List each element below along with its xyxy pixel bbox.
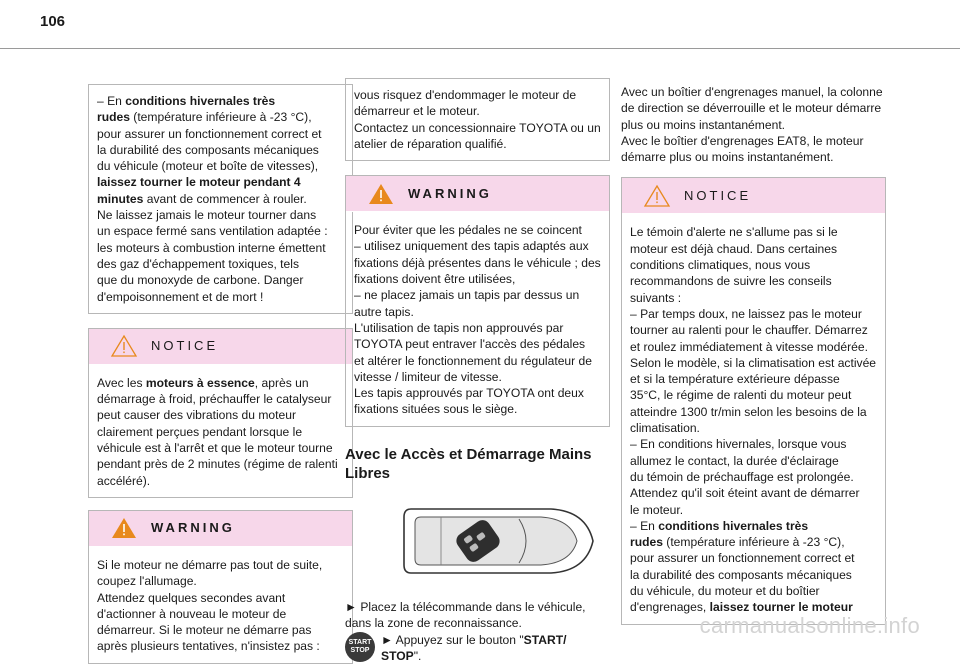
text-line: d'engrenages, laissez tourner le moteur bbox=[630, 600, 853, 615]
header-rule bbox=[0, 48, 960, 49]
text-line: le moteur. bbox=[630, 502, 684, 517]
text-line: des gaz d'échappement toxiques, tels bbox=[97, 256, 299, 271]
text-line: laissez tourner le moteur pendant 4 bbox=[97, 175, 301, 190]
warning-title: WARNING bbox=[151, 520, 235, 536]
text-line: du véhicule (moteur et boîte de vitesses), bbox=[97, 159, 319, 174]
text-line: accéléré). bbox=[97, 473, 151, 488]
text-line: Avec les moteurs à essence, après un bbox=[97, 375, 309, 390]
text-line: pendant près de 2 minutes (régime de ralenti bbox=[97, 457, 338, 472]
notice-header bbox=[89, 329, 352, 365]
text-line: allumez le contact, la durée d'éclairage bbox=[630, 453, 839, 468]
text-line: – En conditions hivernales très bbox=[97, 94, 276, 108]
page-number: 106 bbox=[40, 13, 66, 30]
start-stop-button-icon: START STOP bbox=[345, 632, 375, 662]
notice-triangle-icon bbox=[111, 335, 137, 357]
text-line: autre tapis. bbox=[354, 304, 414, 319]
notice-text bbox=[89, 365, 352, 497]
text-line: Ne laissez jamais le moteur tourner dans bbox=[97, 208, 317, 223]
winter-conditions-box bbox=[88, 84, 353, 314]
text-line: atteindre 1300 tr/min selon les besoins de la bbox=[630, 404, 867, 419]
text-line: démarrage à froid, préchauffer le catalyseur bbox=[97, 392, 332, 407]
column-1 bbox=[88, 84, 353, 664]
text-line: – ne placez jamais un tapis par dessus un bbox=[354, 288, 580, 303]
column-2 bbox=[345, 78, 610, 664]
watermark: carmanualsonline.info bbox=[699, 613, 920, 638]
text-line: plus ou moins instantanément. bbox=[621, 117, 786, 132]
text-line: Contactez un concessionnaire TOYOTA ou un bbox=[354, 120, 601, 135]
text-line: moteur est déjà chaud. Dans certaines bbox=[630, 241, 838, 256]
text-line: du témoin de préchauffage est prolongée. bbox=[630, 469, 854, 484]
warning-text bbox=[89, 547, 352, 663]
text-line: d'empoisonnement et de mort ! bbox=[97, 289, 264, 304]
text-line: Attendez quelques secondes avant bbox=[97, 590, 286, 605]
text-line: Avec un boîtier d'engrenages manuel, la colonne bbox=[621, 85, 883, 99]
gearbox-intro-text bbox=[621, 84, 886, 165]
text-line: d'actionner à nouveau le moteur de bbox=[97, 606, 287, 621]
text-line: L'utilisation de tapis non approuvés par bbox=[354, 320, 564, 335]
text-line: suivants : bbox=[630, 290, 682, 305]
text-line: – Par temps doux, ne laissez pas le moteur bbox=[630, 306, 862, 321]
notice-box-2 bbox=[621, 177, 886, 624]
text-line: la durabilité des composants mécaniques bbox=[97, 142, 319, 157]
text-line: et roulez immédiatement à vitesse modérée. bbox=[630, 339, 868, 354]
text-line: Si le moteur ne démarre pas tout de suite, bbox=[97, 557, 323, 572]
text-line: que du monoxyde de carbone. Danger bbox=[97, 273, 304, 288]
winter-conditions-text bbox=[97, 93, 344, 305]
text-line: recommandons de suivre les conseils bbox=[630, 274, 832, 289]
text-line: Le témoin d'alerte ne s'allume pas si le bbox=[630, 225, 838, 240]
text-line: la durabilité des composants mécaniques bbox=[630, 567, 852, 582]
text-line: les moteurs à combustion interne émettent bbox=[97, 240, 326, 255]
text-line: Attendez qu'il soit éteint avant de démarrer bbox=[630, 486, 860, 501]
text-line: de direction se déverrouille et le moteur démarre bbox=[621, 101, 882, 116]
text-line: fixations situées sous le siège. bbox=[354, 402, 518, 417]
text-line: fixations déjà présentes dans le véhicule ; des bbox=[354, 255, 601, 270]
text-line: rudes (température inférieure à -23 °C), bbox=[630, 535, 845, 550]
text-line: vous risquez d'endommager le moteur de bbox=[354, 88, 577, 102]
text-line: – En conditions hivernales très bbox=[630, 518, 809, 533]
text-line: pour assurer un fonctionnement correct et bbox=[630, 551, 855, 566]
text-line: véhicule est à l'arrêt et que le moteur tourne bbox=[97, 441, 333, 456]
text-line: du véhicule, du moteur et du boîtier bbox=[630, 584, 820, 599]
text-line: – En conditions hivernales, lorsque vous bbox=[630, 437, 847, 452]
section-title: Avec le Accès et Démarrage Mains Libres bbox=[345, 445, 592, 482]
text-line: démarre plus ou moins instantanément. bbox=[621, 150, 834, 165]
notice-text bbox=[622, 214, 885, 623]
text-line: 35°C, le régime de ralenti du moteur peut bbox=[630, 388, 852, 403]
text-line: Pour éviter que les pédales ne se coincent bbox=[354, 223, 582, 238]
text-line: démarreur. Si le moteur ne démarre pas bbox=[97, 623, 312, 638]
warning-triangle-icon bbox=[111, 517, 137, 539]
notice-box-1 bbox=[88, 328, 353, 498]
text-line: vitesse / limiteur de vitesse. bbox=[354, 369, 502, 384]
step-place-key: ► Placez la télécommande dans le véhicule, dans la zone de reconnaissance. bbox=[345, 600, 586, 631]
text-line: et si la température extérieure dépasse bbox=[630, 372, 840, 387]
text-line: fixations doivent être utilisées, bbox=[354, 272, 516, 287]
text-line: Avec le boîtier d'engrenages EAT8, le moteur bbox=[621, 133, 864, 148]
text-line: TOYOTA peut entraver l'accès des pédales bbox=[354, 337, 586, 352]
warning-box-1 bbox=[88, 510, 353, 664]
warning-header bbox=[89, 511, 352, 547]
notice-triangle-icon bbox=[644, 185, 670, 207]
step-press-start bbox=[345, 632, 610, 664]
text-line: clairement perçues pendant lorsque le bbox=[97, 424, 303, 439]
car-key-illustration bbox=[401, 501, 601, 581]
warning-header bbox=[346, 176, 609, 212]
press-start-text-line1: ► Appuyez sur le bouton "START/ bbox=[381, 632, 567, 647]
notice-title: NOTICE bbox=[151, 338, 219, 354]
warning-box-2 bbox=[345, 175, 610, 427]
text-line: atelier de réparation qualifié. bbox=[354, 136, 507, 151]
press-start-text-line2: STOP". bbox=[381, 648, 422, 663]
column-3 bbox=[621, 84, 886, 625]
text-line: démarreur et le moteur. bbox=[354, 104, 480, 119]
text-line: tourner au ralenti pour le chauffer. Démarrez bbox=[630, 323, 868, 338]
warning-triangle-icon bbox=[368, 183, 394, 205]
text-line: après plusieurs tentatives, n'insistez pas : bbox=[97, 639, 320, 654]
text-line: – utilisez uniquement des tapis adaptés aux bbox=[354, 239, 589, 254]
text-line: Selon le modèle, si la climatisation est activée bbox=[630, 355, 877, 370]
text-line: coupez l'allumage. bbox=[97, 574, 197, 589]
text-line: rudes (température inférieure à -23 °C), bbox=[97, 110, 312, 125]
text-line: climatisation. bbox=[630, 421, 700, 436]
notice-header bbox=[622, 178, 885, 214]
text-line: minutes avant de commencer à rouler. bbox=[97, 191, 307, 206]
text-line: et altérer le fonctionnement du régulateur de bbox=[354, 353, 592, 368]
warning-title: WARNING bbox=[408, 185, 492, 201]
text-line: Les tapis approuvés par TOYOTA ont deux bbox=[354, 386, 584, 401]
text-line: pour assurer un fonctionnement correct et bbox=[97, 126, 322, 141]
warning-continued-text bbox=[354, 87, 601, 152]
text-line: conditions climatiques, nous vous bbox=[630, 258, 811, 273]
warning-continued-box bbox=[345, 78, 610, 161]
warning-text bbox=[346, 212, 609, 426]
text-line: un espace fermé sans ventilation adaptée : bbox=[97, 224, 328, 239]
notice-title: NOTICE bbox=[684, 187, 752, 203]
text-line: peut causer des vibrations du moteur bbox=[97, 408, 296, 423]
